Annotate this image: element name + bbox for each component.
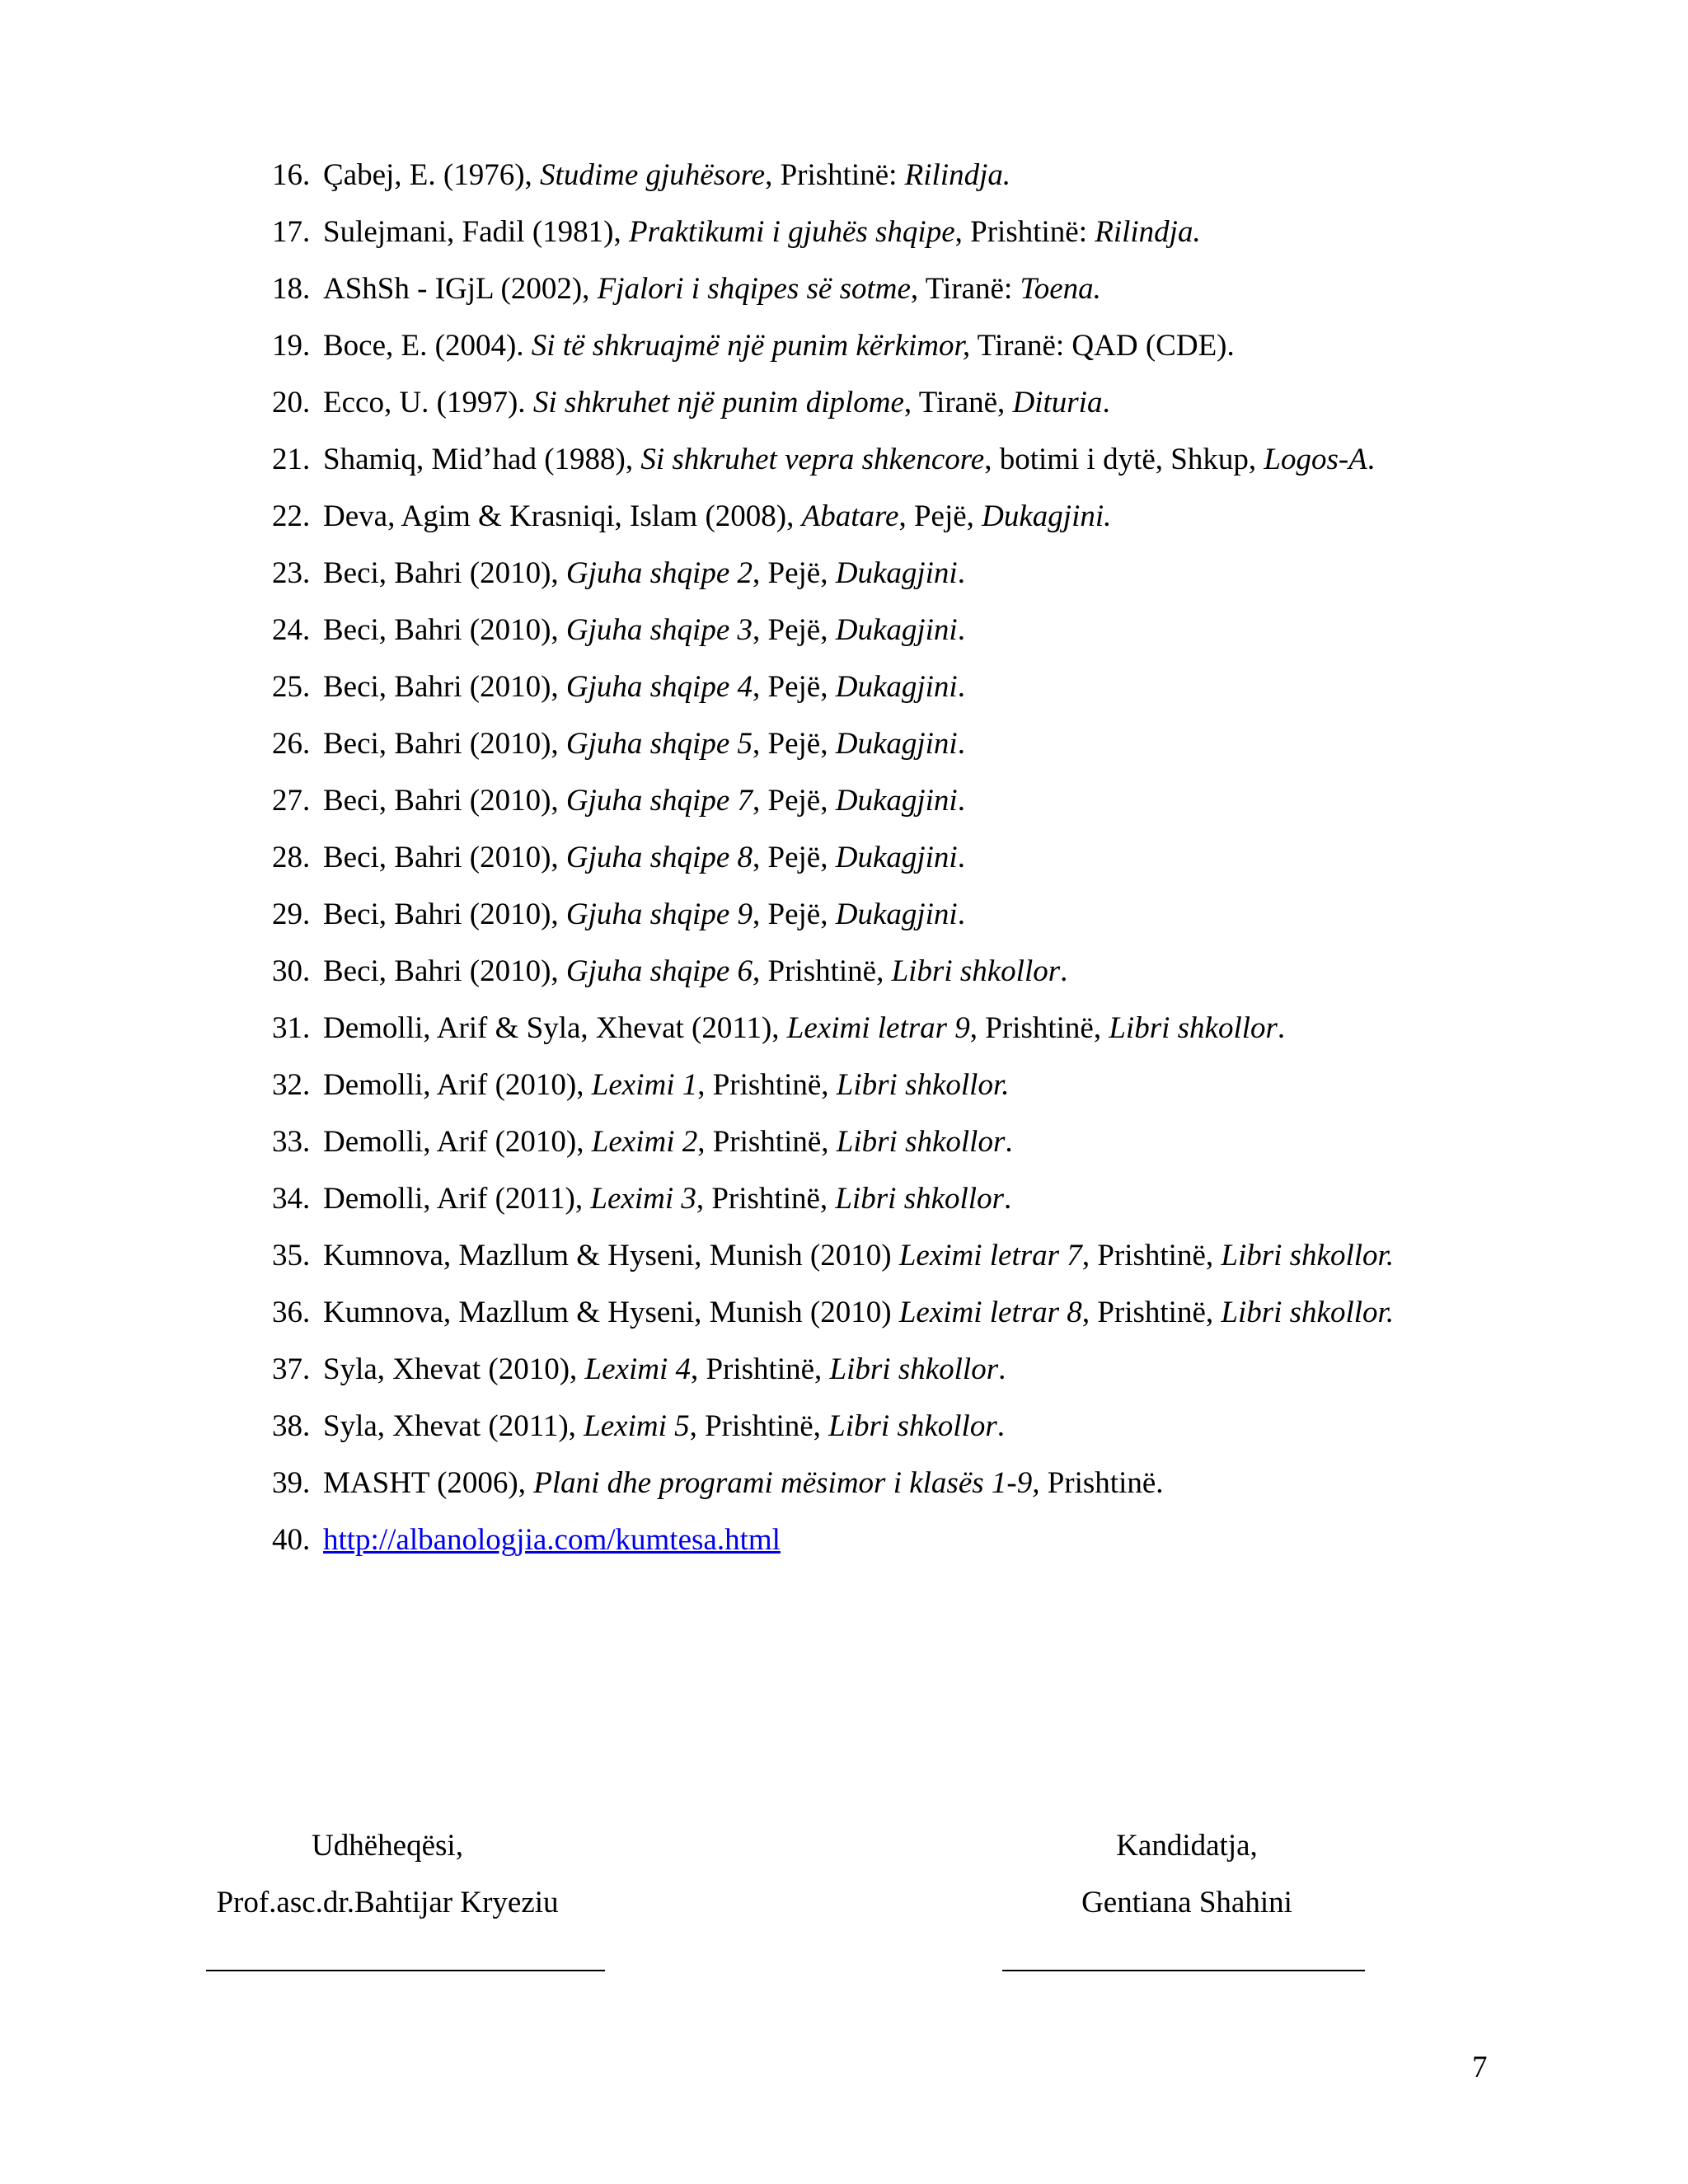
supervisor-name: Prof.asc.dr.Bahtijar Kryeziu xyxy=(216,1886,559,1919)
reference-segment: . xyxy=(957,841,965,874)
reference-italic-segment: Leximi letrar 7 xyxy=(898,1239,1082,1272)
reference-segment: , Prishtinë, xyxy=(697,1068,837,1102)
reference-italic-segment: Libri shkollor xyxy=(828,1409,997,1443)
reference-italic-segment: Libri shkollor xyxy=(1109,1011,1278,1045)
reference-italic-segment: Gjuha shqipe 3 xyxy=(565,613,753,647)
supervisor-signature-line xyxy=(206,1970,605,1971)
reference-segment: Beci, Bahri (2010), xyxy=(323,670,566,704)
reference-segment: Boce, E. (2004). xyxy=(323,329,532,363)
candidate-role: Kandidatja, xyxy=(1116,1829,1258,1863)
reference-italic-segment: Leximi 1 xyxy=(591,1068,698,1102)
reference-italic-segment: Logos-A xyxy=(1264,443,1367,476)
reference-number: 29. xyxy=(272,898,311,931)
reference-text xyxy=(323,954,1067,988)
reference-segment: . xyxy=(957,727,965,761)
reference-segment: Deva, Agim & Krasniqi, Islam (2008), xyxy=(323,499,802,533)
reference-italic-segment: Gjuha shqipe 5 xyxy=(565,727,753,761)
reference-text xyxy=(323,1296,1394,1329)
reference-item xyxy=(272,204,1489,260)
reference-item xyxy=(272,658,1489,715)
reference-item xyxy=(272,1455,1489,1511)
reference-segment: , Pejë, xyxy=(753,670,836,704)
reference-italic-segment: Dukagjini xyxy=(835,898,958,931)
reference-segment: Beci, Bahri (2010), xyxy=(323,727,566,761)
reference-italic-segment: Libri shkollor xyxy=(891,954,1061,988)
reference-italic-segment: Gjuha shqipe 7 xyxy=(565,784,753,818)
reference-segment: , Pejë, xyxy=(753,841,836,874)
reference-italic-segment: Libri shkollor. xyxy=(836,1068,1010,1102)
reference-italic-segment: Gjuha shqipe 9 xyxy=(565,898,753,931)
reference-italic-segment: Dukagjini xyxy=(835,727,958,761)
reference-segment: . xyxy=(1277,1011,1286,1045)
reference-item xyxy=(272,1284,1489,1341)
reference-number: 31. xyxy=(272,1011,311,1045)
reference-segment: Beci, Bahri (2010), xyxy=(323,954,566,988)
supervisor-block xyxy=(157,1817,618,1931)
reference-segment: . xyxy=(957,784,965,818)
reference-segment: Demolli, Arif & Syla, Xhevat (2011), xyxy=(323,1011,787,1045)
reference-segment: AShSh - IGjL (2002), xyxy=(323,272,598,306)
reference-number: 26. xyxy=(272,727,311,761)
reference-number: 22. xyxy=(272,499,311,533)
reference-italic-segment: Libri shkollor. xyxy=(1221,1239,1395,1272)
reference-segment: Beci, Bahri (2010), xyxy=(323,556,566,590)
candidate-name: Gentiana Shahini xyxy=(1081,1886,1292,1919)
reference-number: 25. xyxy=(272,670,311,704)
reference-text xyxy=(323,443,1375,476)
reference-text xyxy=(323,1239,1394,1272)
reference-italic-segment: Libri shkollor xyxy=(829,1352,999,1386)
reference-text xyxy=(323,1466,1164,1500)
reference-italic-segment: Rilindja. xyxy=(904,158,1011,192)
reference-text xyxy=(323,1068,1010,1102)
reference-item xyxy=(272,1398,1489,1455)
reference-italic-segment: Gjuha shqipe 4 xyxy=(565,670,753,704)
reference-item xyxy=(272,374,1489,431)
reference-italic-segment: Gjuha shqipe 8 xyxy=(565,841,753,874)
reference-segment: , Prishtinë, xyxy=(1081,1296,1221,1329)
reference-text xyxy=(323,1182,1011,1216)
reference-segment: . xyxy=(957,670,965,704)
reference-segment: Beci, Bahri (2010), xyxy=(323,784,566,818)
reference-segment: , Pejë, xyxy=(753,784,836,818)
reference-text xyxy=(323,727,965,761)
reference-segment: . xyxy=(1367,443,1376,476)
reference-segment: Beci, Bahri (2010), xyxy=(323,898,566,931)
reference-italic-segment: Leximi 2 xyxy=(591,1125,698,1159)
reference-italic-segment: Rilindja. xyxy=(1095,215,1201,249)
reference-italic-segment: Praktikumi i gjuhës shqipe xyxy=(629,215,955,249)
reference-number: 18. xyxy=(272,272,311,306)
reference-segment: . xyxy=(957,898,965,931)
reference-segment: Ecco, U. (1997). xyxy=(323,386,533,419)
reference-segment: . xyxy=(957,556,965,590)
reference-italic-segment: Si shkruhet një punim diplome xyxy=(532,386,904,419)
reference-text xyxy=(323,386,1110,419)
reference-text xyxy=(323,272,1101,306)
reference-text xyxy=(323,670,965,704)
reference-segment: , Prishtinë, xyxy=(696,1182,836,1216)
reference-item xyxy=(272,488,1489,545)
reference-number: 33. xyxy=(272,1125,311,1159)
reference-segment: , Pejë, xyxy=(753,898,836,931)
reference-segment: , Prishtinë, xyxy=(697,1125,837,1159)
reference-italic-segment: Dukagjini xyxy=(835,784,958,818)
reference-number: 27. xyxy=(272,784,311,818)
reference-italic-segment: Libri shkollor xyxy=(835,1182,1004,1216)
reference-italic-segment: Leximi 5 xyxy=(584,1409,690,1443)
reference-item xyxy=(272,1227,1489,1284)
reference-item xyxy=(272,715,1489,772)
reference-number: 19. xyxy=(272,329,311,363)
reference-text xyxy=(323,499,1111,533)
reference-number: 30. xyxy=(272,954,311,988)
reference-text xyxy=(323,898,965,931)
reference-italic-segment: Studime gjuhësore xyxy=(540,158,766,192)
reference-segment: Demolli, Arif (2010), xyxy=(323,1125,592,1159)
reference-segment: Syla, Xhevat (2011), xyxy=(323,1409,584,1443)
reference-italic-segment: Toena. xyxy=(1020,272,1101,306)
reference-item xyxy=(272,317,1489,374)
reference-number: 38. xyxy=(272,1409,311,1443)
reference-segment: Demolli, Arif (2010), xyxy=(323,1068,592,1102)
reference-number: 32. xyxy=(272,1068,311,1102)
reference-segment: Beci, Bahri (2010), xyxy=(323,841,566,874)
reference-item xyxy=(272,1170,1489,1227)
reference-segment: Kumnova, Mazllum & Hyseni, Munish (2010) xyxy=(323,1296,899,1329)
reference-italic-segment: Fjalori i shqipes së sotme xyxy=(597,272,911,306)
reference-italic-segment: Gjuha shqipe 6 xyxy=(565,954,753,988)
reference-segment: . xyxy=(1102,386,1110,419)
reference-segment: Çabej, E. (1976), xyxy=(323,158,541,192)
reference-segment: Prishtinë. xyxy=(1039,1466,1164,1500)
reference-segment: , Pejë, xyxy=(753,556,836,590)
reference-item xyxy=(272,1057,1489,1113)
page-number: 7 xyxy=(1472,2050,1488,2084)
reference-number: 35. xyxy=(272,1239,311,1272)
reference-number: 23. xyxy=(272,556,311,590)
reference-number: 28. xyxy=(272,841,311,874)
reference-italic-segment: Leximi 4 xyxy=(584,1352,691,1386)
reference-number: 21. xyxy=(272,443,311,476)
reference-text xyxy=(323,329,1235,363)
reference-segment: Kumnova, Mazllum & Hyseni, Munish (2010) xyxy=(323,1239,899,1272)
supervisor-role: Udhëheqësi, xyxy=(312,1829,463,1863)
reference-item xyxy=(272,545,1489,602)
reference-italic-segment: Si të shkruajmë një punim kërkimor, xyxy=(531,329,971,363)
reference-segment: , Prishtinë, xyxy=(1081,1239,1221,1272)
reference-segment: Demolli, Arif (2011), xyxy=(323,1182,591,1216)
reference-number: 39. xyxy=(272,1466,311,1500)
reference-text xyxy=(323,1011,1285,1045)
reference-segment: Beci, Bahri (2010), xyxy=(323,613,566,647)
reference-item xyxy=(272,1113,1489,1170)
reference-italic-segment: Abatare xyxy=(801,499,899,533)
reference-italic-segment: Dituria xyxy=(1012,386,1103,419)
reference-text xyxy=(323,1352,1006,1386)
reference-segment: . xyxy=(998,1352,1006,1386)
reference-segment: . xyxy=(996,1409,1005,1443)
reference-italic-segment: Libri shkollor. xyxy=(1221,1296,1395,1329)
reference-italic-segment: Si shkruhet vepra shkencore xyxy=(640,443,985,476)
reference-number: 16. xyxy=(272,158,311,192)
reference-italic-segment: Dukagjini xyxy=(835,556,958,590)
reference-item xyxy=(272,1511,1489,1568)
reference-segment: , Tiranë: xyxy=(910,272,1020,306)
reference-segment: . xyxy=(1003,1182,1012,1216)
reference-italic-segment: Leximi letrar 9 xyxy=(786,1011,970,1045)
reference-segment: , Tiranë, xyxy=(903,386,1013,419)
reference-link[interactable]: http://albanologjia.com/kumtesa.html xyxy=(323,1523,781,1557)
reference-segment: , botimi i dytë, Shkup, xyxy=(984,443,1264,476)
reference-segment: , Prishtinë, xyxy=(689,1409,829,1443)
reference-italic-segment: Dukagjini xyxy=(835,613,958,647)
reference-segment: , Prishtinë, xyxy=(969,1011,1109,1045)
reference-segment: MASHT (2006), xyxy=(323,1466,534,1500)
reference-number: 37. xyxy=(272,1352,311,1386)
reference-segment: Sulejmani, Fadil (1981), xyxy=(323,215,629,249)
reference-text xyxy=(323,1523,781,1557)
reference-item xyxy=(272,260,1489,317)
reference-segment: Syla, Xhevat (2010), xyxy=(323,1352,585,1386)
reference-segment: . xyxy=(1060,954,1068,988)
reference-segment: , Pejë, xyxy=(898,499,982,533)
reference-text xyxy=(323,1125,1013,1159)
reference-number: 17. xyxy=(272,215,311,249)
reference-item xyxy=(272,602,1489,658)
reference-text xyxy=(323,215,1201,249)
reference-item xyxy=(272,431,1489,488)
reference-italic-segment: Dukagjini xyxy=(835,670,958,704)
reference-text xyxy=(323,1409,1005,1443)
reference-segment: , Prishtinë: xyxy=(765,158,905,192)
reference-italic-segment: Plani dhe programi mësimor i klasës 1-9, xyxy=(533,1466,1040,1500)
reference-item xyxy=(272,772,1489,829)
reference-segment: . xyxy=(957,613,965,647)
reference-item xyxy=(272,943,1489,1000)
reference-segment: Shamiq, Mid’had (1988), xyxy=(323,443,641,476)
reference-number: 36. xyxy=(272,1296,311,1329)
reference-item xyxy=(272,829,1489,886)
reference-segment: , Pejë, xyxy=(753,613,836,647)
reference-italic-segment: Libri shkollor xyxy=(836,1125,1006,1159)
reference-item xyxy=(272,1000,1489,1057)
reference-item xyxy=(272,147,1489,204)
reference-text xyxy=(323,841,965,874)
reference-segment: , Prishtinë, xyxy=(690,1352,830,1386)
reference-segment: Tiranë: QAD (CDE). xyxy=(970,329,1235,363)
reference-italic-segment: Dukagjini. xyxy=(982,499,1112,533)
reference-italic-segment: Dukagjini xyxy=(835,841,958,874)
reference-number: 20. xyxy=(272,386,311,419)
reference-segment: . xyxy=(1005,1125,1013,1159)
reference-italic-segment: Gjuha shqipe 2 xyxy=(565,556,753,590)
reference-segment: , Pejë, xyxy=(753,727,836,761)
reference-number: 34. xyxy=(272,1182,311,1216)
reference-text xyxy=(323,613,965,647)
reference-number: 40. xyxy=(272,1523,311,1557)
reference-text xyxy=(323,784,965,818)
reference-text xyxy=(323,556,965,590)
candidate-block xyxy=(956,1817,1418,1931)
reference-segment: , Prishtinë: xyxy=(954,215,1095,249)
reference-text xyxy=(323,158,1010,192)
reference-number: 24. xyxy=(272,613,311,647)
reference-list xyxy=(272,147,1489,1568)
reference-item xyxy=(272,886,1489,943)
reference-item xyxy=(272,1341,1489,1398)
candidate-signature-line xyxy=(1002,1970,1365,1971)
reference-segment: , Prishtinë, xyxy=(753,954,892,988)
reference-italic-segment: Leximi letrar 8 xyxy=(898,1296,1082,1329)
reference-italic-segment: Leximi 3 xyxy=(590,1182,696,1216)
